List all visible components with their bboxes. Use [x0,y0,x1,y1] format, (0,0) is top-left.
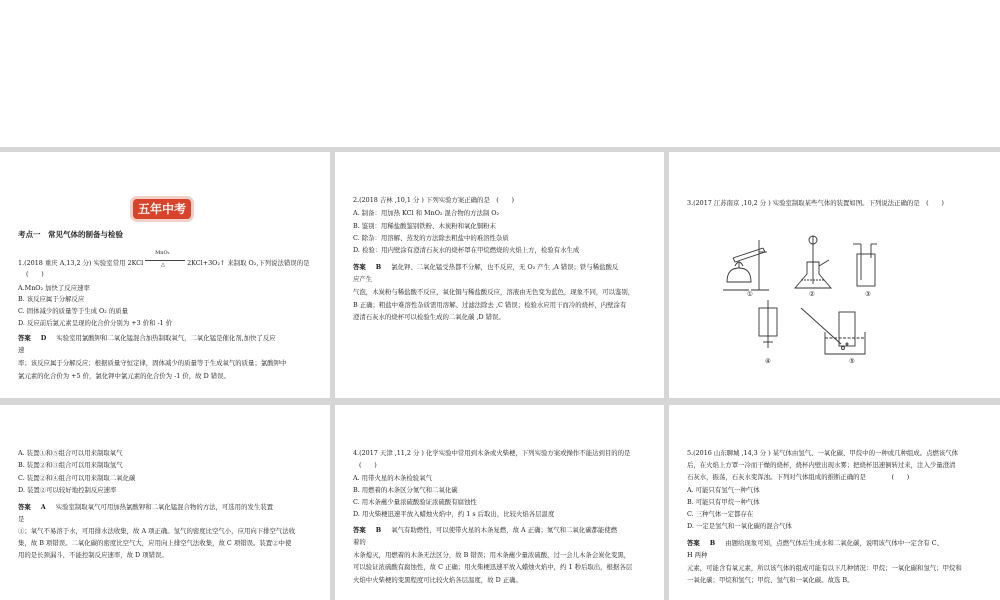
option-b: B. 该反应属于分解反应 [18,295,85,303]
analysis-line: 集，故 B 项错误。二氧化碳的密度比空气大，应用向上排空气法收集，故 C 项错误。装置②中使 [18,539,292,547]
option-c: C. 用木条蘸少量浓硫酸验证浓硫酸有腐蚀性 [353,498,477,506]
slide-3 [669,152,1000,398]
answer-label: 答案 [18,334,31,342]
question-text-a: 1.(2018 重庆 A,13,2 分) 实验室常用 2KCl [18,259,144,267]
section-heading: 考点一 常见气体的制备与检验 [18,230,123,239]
answer-line [18,503,273,511]
analysis-line: 氯元素的化合价为 +5 价，氯化钾中氯元素的化合价为 -1 价，故 D 错误。 [18,372,230,380]
analysis-line: 澄清石灰水的烧杯可以检验生成的二氧化碳 ,D 错误。 [353,313,505,321]
answer-letter: B [709,539,716,547]
apparatus-2 [795,236,831,288]
heat-label: △ [161,262,165,268]
option-d: D. 反应前后氯元素呈现的化合价分别为 +3 价和 -1 价 [18,319,173,327]
label-4: ④ [765,357,771,365]
analysis-line: ①；氧气不易溶于水，可用排水法收集，故 A 项正确。氢气的密度比空气小，应用向下排空气法收 [18,527,296,535]
answer-letter: A [40,503,46,511]
analysis-line: 着的 [353,538,366,546]
analysis-line: 是 [18,515,25,523]
reaction-arrow [145,260,185,261]
slide-1 [0,152,330,398]
slide-4 [0,405,330,600]
answer-label: 答案 [353,526,366,534]
apparatus-diagram [719,230,919,370]
apparatus-4 [759,300,777,348]
analysis-line: 率；该反应属于分解反应；根据质量守恒定律，固体减少的质量等于生成氧气的质量；氯酸钾中 [18,359,287,367]
analysis-line: 用的是长颈漏斗，不能控制反应速率，故 D 项错误。 [18,551,168,559]
reaction-condition [145,250,185,268]
slide-5 [335,405,664,600]
analysis-line: H 两种 [687,551,708,559]
option-b: B. 可能只有甲烷一种气体 [687,498,760,506]
answer-bracket: ( ) [26,270,44,278]
answer-label: 答案 [687,539,700,547]
option-a: A. 用带火星的木条检验氧气 [353,474,432,482]
analysis-line: 速 [18,346,25,354]
option-d: D. 检验：用内壁涂有澄清石灰水的烧杯罩在甲烷燃烧的火焰上方，检验有水生成 [353,246,580,254]
option-c: C. 除杂：用溶解、蒸发的方法除去粗盐中的难溶性杂质 [353,234,509,242]
analysis-line: 火焰中火柴梗的变黑程度可比较火焰各层温度，故 D 正确。 [353,576,522,584]
slide-6 [669,405,1000,600]
analysis-line: 实验室制取氧气可用加热氯酸钾和二氧化锰混合物的方法，可选用的发生装置 [55,503,274,511]
option-b: B. 装置②和③组合可以用来制取氢气 [18,461,123,469]
analysis-line: 气泡，木炭粉与稀盐酸不反应，氧化铜与稀盐酸反应，溶液由无色变为蓝色，现象不同，可以鉴别， [353,288,635,296]
answer-label: 答案 [353,263,366,271]
analysis-line: 一氧化碳；甲烷和氢气；甲烷、氢气和一氧化碳。故选 B。 [687,576,854,584]
question-text-b: 2KCl+3O₂↑ 来制取 O₂,下列说法错误的是 [187,259,310,267]
question-5-cont: 后，在火焰上方罩一冷而干燥的烧杯，烧杯内壁出现水雾；把烧杯迅速倒转过来，注入少量澄清 [687,461,956,469]
answer-line [353,263,618,271]
option-c: C. 固体减少的质量等于生成 O₂ 的质量 [18,307,129,315]
analysis-line: 可以验证浓硫酸有腐蚀性，故 C 正确；用火柴梗迅速平放入蜡烛火焰中，约 1 秒后取出，根据各层 [353,563,633,571]
analysis-line: 元素，可能含有氧元素，所以该气体的组成可能有以下几种情况：甲烷；一氧化碳和氢气；甲烷和 [687,564,962,572]
option-d: D. 装置②可以较好地控制反应速率 [18,486,117,494]
apparatus-3 [853,244,877,286]
option-b: B. 鉴别：用稀盐酸鉴别铁粉、木炭粉和氧化铜粉末 [353,222,496,230]
answer-letter: B [375,526,382,534]
answer-line [18,334,276,342]
question-1 [18,250,310,268]
question-5: 5.(2016 山东聊城 ,14,3 分 ) 某气体由氢气、一氧化碳、甲烷中的一种或几种组成。点燃该气体 [687,449,959,457]
option-c: C. 三种气体一定都存在 [687,510,754,518]
option-a: A. 可能只有氢气一种气体 [687,486,760,494]
apparatus-1 [723,240,769,290]
slide-2 [335,152,664,398]
label-1: ① [747,290,753,298]
analysis-line: 由题给现象可知，点燃气体后生成水和二氧化碳，说明该气体中一定含有 C、 [725,539,943,547]
answer-letter: D [40,334,47,342]
analysis-line: 应产生 [353,275,373,283]
answer-label: 答案 [18,503,31,511]
catalyst-label: MnO₂ [155,250,170,256]
analysis-line: B 正确；粗盐中难溶性杂质需用溶解、过滤法除去 ,C 错误；检验水应用干而冷的烧杯，内壁涂有 [353,301,627,309]
gutter [0,398,1000,405]
question-5-cont: 石灰水，振荡，石灰水变浑浊。下列对气体组成的推断正确的是 ( ) [687,473,910,481]
option-c: C. 装置②和④组合可以用来制取二氧化碳 [18,474,136,482]
option-d: D. 一定是氢气和一氧化碳的混合气体 [687,522,792,530]
question-4: 4.(2017 天津 ,11,2 分 ) 化学实验中常用到木条或火柴梗，下列实验方案或操作不能达到目的的是 [353,449,631,457]
option-a: A. 制备：用加热 KCl 和 MnO₂ 混合物的方法制 O₂ [353,209,500,217]
option-d: D. 用火柴梗迅速平放入蜡烛火焰中，约 1 s 后取出，比较火焰各层温度 [353,510,555,518]
answer-bracket: ( ) [359,461,377,469]
question-2: 2.(2018 吉林 ,10,1 分 ) 下列实验方案正确的是 ( ) [353,196,515,204]
answer-letter: B [375,263,382,271]
label-3: ③ [865,290,871,298]
question-3: 3.(2017 江苏南京 ,10,2 分 ) 实验室制取某些气体的装置如图。下列说法正确的是 ( ) [687,199,944,207]
answer-line [353,526,617,534]
analysis-line: 氧气有助燃性，可以使带火星的木条复燃，故 A 正确；氮气和二氧化碳都能使燃 [391,526,618,534]
apparatus-5 [801,308,865,354]
analysis-line: 实验室用氯酸钾和二氧化锰混合加热制取氧气，二氧化锰是催化剂,加快了反应 [56,334,276,342]
section-title-badge: 五年中考 [133,199,191,219]
option-a: A.MnO₂ 加快了反应速率 [18,284,90,292]
analysis-line: 木条熄灭，用燃着的木条无法区分，故 B 错误；用木条蘸少量浓硫酸，过一会儿木条会炭化变黑， [353,551,631,559]
option-a: A. 装置①和⑤组合可以用来制取氧气 [18,449,123,457]
analysis-line: 氯化钾、二氧化锰受热都不分解，也不反应，无 O₂ 产生 ,A 错误；铁与稀盐酸反 [391,263,619,271]
label-5: ⑤ [849,357,855,365]
answer-line [687,539,943,547]
option-b: B. 用燃着的木条区分氮气和二氧化碳 [353,486,458,494]
label-2: ② [809,290,815,298]
